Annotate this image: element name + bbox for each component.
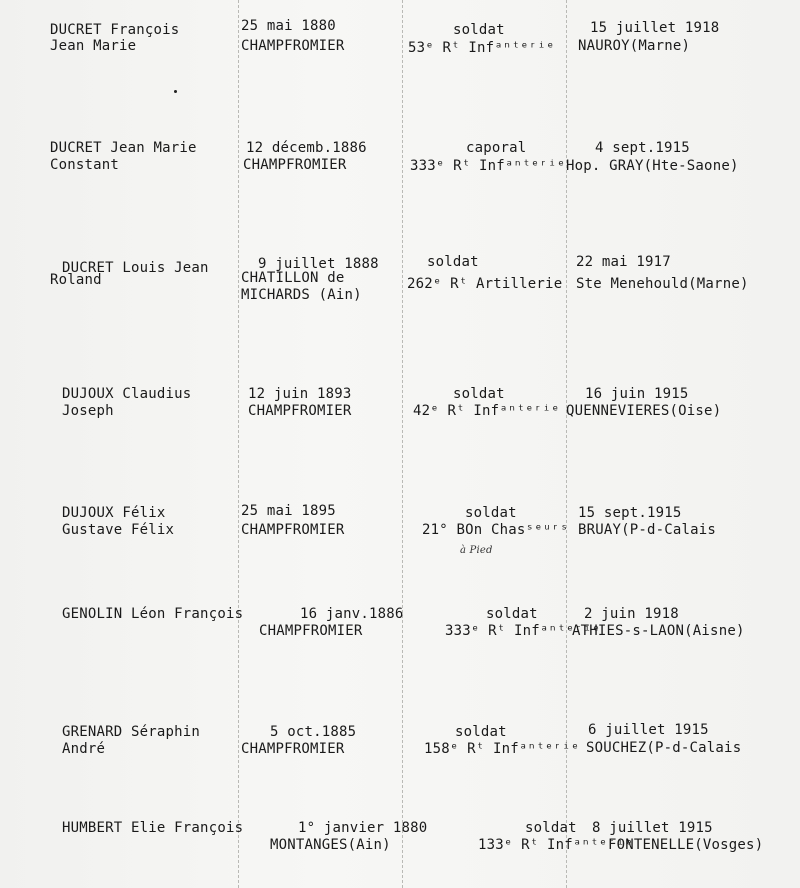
record-unit-note: à Pied bbox=[460, 545, 493, 556]
record-name: Jean Marie bbox=[50, 38, 137, 54]
record-death-place: Ste Menehould(Marne) bbox=[576, 276, 749, 292]
ink-dot bbox=[174, 90, 177, 93]
record-name: André bbox=[62, 741, 106, 757]
record-death-place: BRUAY(P-d-Calais bbox=[578, 522, 717, 538]
record-unit: 21° BOn Chasˢᵉᵘʳˢ bbox=[422, 522, 569, 538]
record-birth-date: 9 juillet 1888 bbox=[258, 256, 379, 272]
record-birth-date: 25 mai 1895 bbox=[241, 503, 336, 519]
record-unit: 333ᵉ Rᵗ Infᵃⁿᵗᵉʳⁱᵉ bbox=[445, 623, 601, 639]
record-death-place: QUENNEVIERES(Oise) bbox=[566, 403, 722, 419]
record-rank: soldat bbox=[453, 22, 505, 38]
record-death-date: 22 mai 1917 bbox=[576, 254, 671, 270]
record-name: DUCRET Louis Jean bbox=[62, 260, 209, 276]
record-unit: 333ᵉ Rᵗ Infᵃⁿᵗᵉʳⁱᵉ bbox=[410, 158, 566, 174]
record-birth-date: 12 juin 1893 bbox=[248, 386, 352, 402]
record-birth-place: MICHARDS (Ain) bbox=[241, 287, 362, 303]
record-death-place: SOUCHEZ(P-d-Calais bbox=[586, 740, 742, 756]
record-unit: 42ᵉ Rᵗ Infᵃⁿᵗᵉʳⁱᵉ bbox=[413, 403, 560, 419]
record-birth-date: 5 oct.1885 bbox=[270, 724, 357, 740]
record-rank: soldat bbox=[455, 724, 507, 740]
record-name: HUMBERT Elie François bbox=[62, 820, 244, 836]
record-name: Constant bbox=[50, 157, 120, 173]
record-birth-place: CHAMPFROMIER bbox=[241, 38, 345, 54]
record-death-place: FONTENELLE(Vosges) bbox=[608, 837, 764, 853]
record-unit: 53ᵉ Rᵗ Infᵃⁿᵗᵉʳⁱᵉ bbox=[408, 40, 555, 56]
record-unit: 133ᵉ Rᵗ Infᵃⁿᵗᵉʳⁱᵉ bbox=[478, 837, 634, 853]
record-unit: 158ᵉ Rᵗ Infᵃⁿᵗᵉʳⁱᵉ bbox=[424, 741, 580, 757]
record-birth-place: CHAMPFROMIER bbox=[241, 522, 345, 538]
record-birth-place: CHAMPFROMIER bbox=[259, 623, 363, 639]
record-name: Gustave Félix bbox=[62, 522, 175, 538]
record-name: DUJOUX Félix bbox=[62, 505, 166, 521]
record-birth-date: 12 décemb.1886 bbox=[246, 140, 367, 156]
record-rank: soldat bbox=[525, 820, 577, 836]
record-death-date: 6 juillet 1915 bbox=[588, 722, 709, 738]
record-birth-place: CHAMPFROMIER bbox=[241, 741, 345, 757]
record-birth-date: 1° janvier 1880 bbox=[298, 820, 428, 836]
record-death-place: NAUROY(Marne) bbox=[578, 38, 691, 54]
record-death-place: Hop. GRAY(Hte-Saone) bbox=[566, 158, 739, 174]
record-name: DUJOUX Claudius bbox=[62, 386, 192, 402]
record-birth-place: CHAMPFROMIER bbox=[248, 403, 352, 419]
fold-line bbox=[402, 0, 403, 888]
record-rank: soldat bbox=[465, 505, 517, 521]
record-name: GRENARD Séraphin bbox=[62, 724, 201, 740]
record-death-date: 15 juillet 1918 bbox=[590, 20, 720, 36]
record-rank: soldat bbox=[453, 386, 505, 402]
record-death-date: 2 juin 1918 bbox=[584, 606, 679, 622]
record-rank: soldat bbox=[486, 606, 538, 622]
record-name: DUCRET Jean Marie bbox=[50, 140, 197, 156]
record-rank: soldat bbox=[427, 254, 479, 270]
record-death-date: 8 juillet 1915 bbox=[592, 820, 713, 836]
record-birth-date: 25 mai 1880 bbox=[241, 18, 336, 34]
record-name: Joseph bbox=[62, 403, 114, 419]
record-birth-place: MONTANGES(Ain) bbox=[270, 837, 391, 853]
record-birth-place: CHAMPFROMIER bbox=[243, 157, 347, 173]
record-death-date: 15 sept.1915 bbox=[578, 505, 682, 521]
record-rank: caporal bbox=[466, 140, 527, 156]
record-birth-date: 16 janv.1886 bbox=[300, 606, 404, 622]
record-name: Roland bbox=[50, 272, 102, 288]
fold-line bbox=[238, 0, 239, 888]
record-name: DUCRET François bbox=[50, 22, 180, 38]
record-death-place: ATHIES-s-LAON(Aisne) bbox=[572, 623, 745, 639]
record-death-date: 4 sept.1915 bbox=[595, 140, 690, 156]
record-birth-place: CHATILLON de bbox=[241, 270, 345, 286]
record-unit: 262ᵉ Rᵗ Artillerie bbox=[407, 276, 563, 292]
record-death-date: 16 juin 1915 bbox=[585, 386, 689, 402]
record-name: GENOLIN Léon François bbox=[62, 606, 244, 622]
